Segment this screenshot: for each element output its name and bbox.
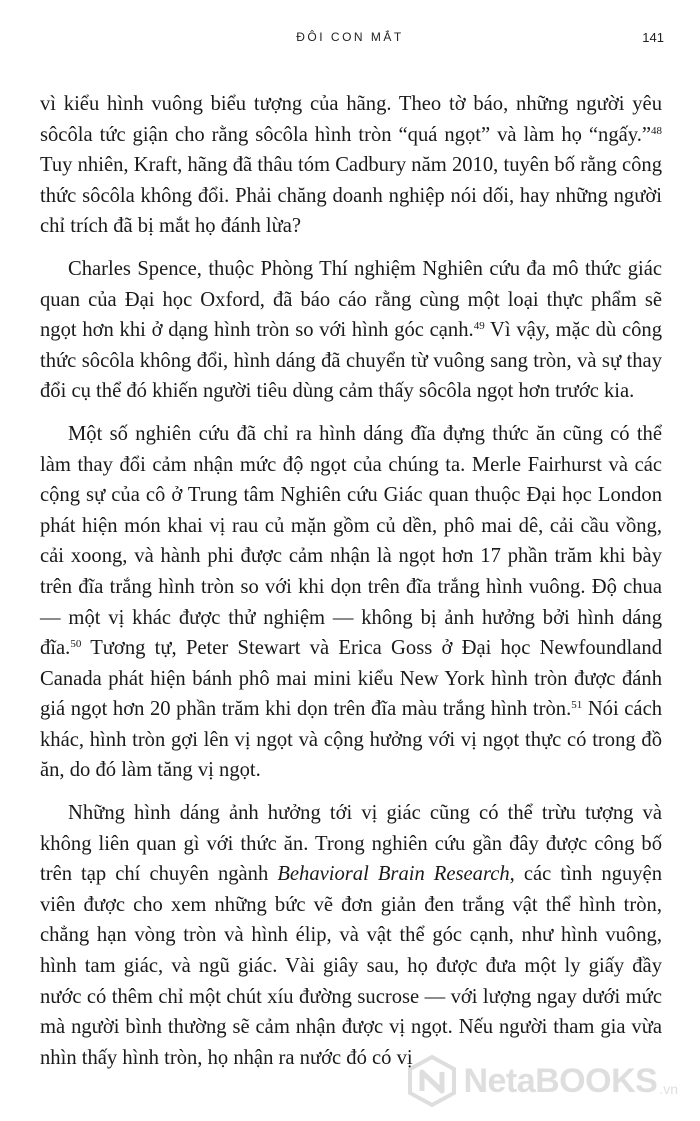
paragraph-3-text-c: Nói cách khác, hình tròn gợi lên vị ngọt và cộng hưởng với vị ngọt thực có trong đồ ăn, do đó làm tăng vị ngọt.: [40, 698, 663, 782]
paragraph-2-text-a: Charles Spence, thuộc Phòng Thí nghiệm Nghiên cứu đa mô thức giác quan của Đại học Oxford, đã báo cáo rằng cùng một loại thực phẩm sẽ ngọt hơn khi ở dạng hình tròn so với hình góc cạnh.: [40, 257, 662, 342]
body-text: [40, 89, 662, 1085]
paragraph-4: [40, 798, 662, 1073]
running-title: ĐÔI CON MẮT: [296, 30, 404, 44]
footnote-ref-48: 48: [651, 124, 662, 137]
footnote-ref-50: 50: [70, 638, 82, 651]
paragraph-3-text-b: Tương tự, Peter Stewart và Erica Goss ở Đại học Newfoundland Canada phát hiện bánh phô mai mini kiểu New York hình tròn được đánh giá ngọt hơn 20 phần trăm khi dọn trên đĩa màu trắng hình tròn.: [40, 637, 662, 721]
paragraph-2: [40, 254, 662, 407]
paragraph-3: [40, 419, 662, 786]
journal-title: Behavioral Brain Research: [277, 863, 510, 886]
footnote-ref-49: 49: [473, 320, 485, 333]
paragraph-2-text-b: Vì vậy, mặc dù công thức sôcôla không đổi, hình dáng đã chuyển từ vuông sang tròn, và sự thay đổi cụ thể đó khiến người tiêu dùng cảm thấy sôcôla ngọt hơn trước kia.: [40, 319, 663, 403]
paragraph-3-text-a: Một số nghiên cứu đã chỉ ra hình dáng đĩa đựng thức ăn cũng có thể làm thay đổi cảm nhận mức độ ngọt của chúng ta. Merle Fairhurst và các cộng sự của cô ở Trung tâm Nghiên cứu Giác quan thuộc Đại học London phát hiện món khai vị rau củ mặn gồm củ dền, phô mai dê, cải cầu vồng, cải xoong, và hành phi được cảm nhận là ngọt hơn 17 phần trăm khi bày trên đĩa trắng hình tròn so với khi dọn trên đĩa trắng hình vuông. Độ chua — một vị khác được thử nghiệm — không bị ảnh hưởng bởi hình dáng đĩa.: [40, 422, 662, 660]
watermark-text: NetaBOOKS: [463, 1061, 658, 1100]
page-header: [0, 30, 700, 54]
paragraph-1-text-b: Tuy nhiên, Kraft, hãng đã thâu tóm Cadbury năm 2010, tuyên bố rằng công thức sôcôla không đổi. Phải chăng doanh nghiệp nói dối, hay những người chỉ trích đã bị mắt họ đánh lừa?: [40, 154, 662, 238]
paragraph-1-text-a: vì kiểu hình vuông biểu tượng của hãng. Theo tờ báo, những người yêu sôcôla tức giận cho rằng sôcôla hình tròn “quá ngọt” và làm họ “ngấy.”: [40, 93, 662, 146]
page-number: 141: [642, 30, 664, 45]
paragraph-4-text-a: Những hình dáng ảnh hưởng tới vị giác cũng có thể trừu tượng và không liên quan gì với thức ăn. Trong nghiên cứu gần đây được công bố trên tạp chí chuyên ngành: [40, 802, 662, 886]
paragraph-1: [40, 89, 662, 242]
footnote-ref-51: 51: [571, 699, 583, 712]
watermark-tld: .vn: [659, 1081, 678, 1097]
paragraph-4-text-b: , các tình nguyện viên được cho xem những bức vẽ đơn giản đen trắng vật thể hình tròn, chẳng hạn vòng tròn và hình élip, và vật thể góc cạnh, như hình vuông, hình tam giác, và ngũ giác. Vài giây sau, họ được đưa một ly giấy đầy nước có thêm chỉ một chút xíu đường sucrose — với lượng ngay dưới mức mà người bình thường sẽ cảm nhận được vị ngọt. Nếu người tham gia vừa nhìn thấy hình tròn, họ nhận ra nước đó có vị: [40, 863, 662, 1069]
